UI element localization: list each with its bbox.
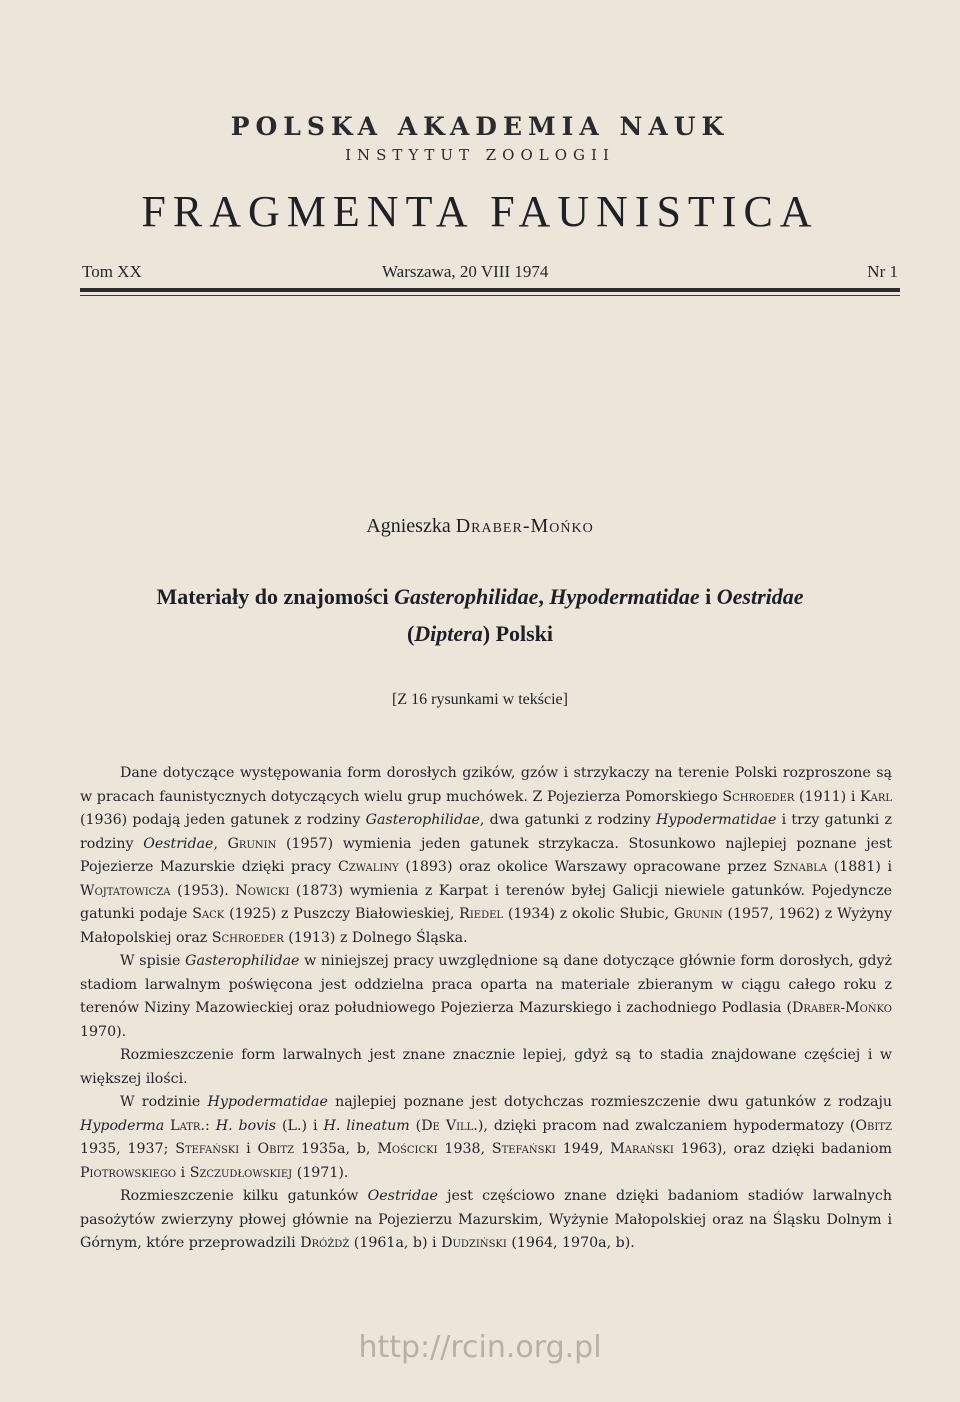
- text-run: W spisie: [120, 953, 181, 969]
- article-title: Materiały do znajomości Gasterophilidae, Hypodermatidae i Oestridae (Diptera) Polski: [156, 584, 804, 646]
- author-citation: Szczudłowskiej: [189, 1164, 293, 1181]
- text-run: (1971).: [296, 1164, 349, 1181]
- author-citation: Nowicki: [235, 882, 290, 899]
- author-last-name: Draber-Mońko: [455, 515, 594, 537]
- taxon-name: Gasterophilidae: [365, 812, 480, 828]
- author-citation: Dróżdż: [300, 1235, 350, 1251]
- author-citation: De Vill.: [421, 1117, 478, 1134]
- text-run: Dane dotyczące występowania form dorosłych gzików, gzów i strzykaczy na terenie Polski rozproszone są w pracach faunistycznych dotyczących wielu grup muchówek. Z Pojezierza Pomorskiego: [80, 765, 892, 805]
- volume-label: Tom XX: [82, 262, 142, 281]
- text-run: (L.) i: [282, 1117, 318, 1134]
- author-citation: Karl: [860, 788, 892, 805]
- author-citation: Czwaliny: [337, 859, 399, 875]
- author-citation: Draber-Mońko: [792, 1000, 892, 1016]
- author-citation: Stefański: [491, 1141, 556, 1157]
- author-citation: Sznabla: [773, 859, 828, 875]
- article-author: [0, 515, 960, 538]
- text-run: (1953).: [177, 882, 229, 899]
- title-taxon: Oestridae: [716, 584, 804, 609]
- author-citation: Marański: [610, 1141, 674, 1157]
- author-citation: Latr.: [170, 1117, 205, 1134]
- text-run: W rodzinie: [120, 1094, 201, 1110]
- author-citation: Dudziński: [441, 1235, 507, 1251]
- title-part: i: [705, 584, 712, 609]
- text-run: (1913) z Dolnego Śląska.: [288, 929, 468, 946]
- text-run: najlepiej poznane jest dotychczas rozmieszczenie dwu gatunków z rodzaju: [335, 1094, 892, 1110]
- taxon-name: Oestridae: [143, 835, 214, 852]
- author-citation: Schroeder: [211, 929, 284, 946]
- text-run: 1935, 1937;: [80, 1141, 169, 1157]
- title-punct: ,: [538, 584, 544, 609]
- text-run: i trzy gatunki z rodziny: [80, 812, 893, 852]
- author-citation: Stefański: [175, 1141, 240, 1157]
- text-run: 1949,: [562, 1141, 604, 1157]
- taxon-name: H. bovis: [215, 1117, 277, 1134]
- author-citation: Mościcki: [377, 1141, 438, 1157]
- author-first-name: Agnieszka: [366, 515, 451, 537]
- taxon-name: Oestridae: [367, 1188, 438, 1204]
- text-run: , dwa gatunki z rodziny: [479, 812, 651, 828]
- paragraph-2: [80, 950, 892, 1044]
- header-rule-thick: [80, 288, 900, 292]
- text-run: :: [204, 1117, 210, 1134]
- taxon-name: Hypodermatidae: [656, 812, 777, 828]
- text-run: (1961a, b) i: [353, 1235, 437, 1251]
- issue-number: Nr 1: [867, 262, 898, 281]
- text-run: (1911) i: [799, 788, 856, 805]
- title-taxon: Hypodermatidae: [549, 584, 700, 609]
- title-part: Materiały do znajomości: [156, 584, 389, 609]
- author-citation: Riedel: [459, 906, 504, 922]
- text-run: (1957) wymienia jeden gatunek strzykacza. Stosunkowo najlepiej poznane jest Pojezierze Mazurskie dzięki pracy: [80, 835, 892, 875]
- taxon-name: Hypodermatidae: [207, 1094, 328, 1110]
- title-part: Polski: [495, 621, 554, 646]
- paragraph-5: [80, 1185, 892, 1256]
- text-run: i: [246, 1141, 251, 1157]
- author-citation: Sack: [192, 906, 225, 922]
- author-citation: Obitz: [257, 1141, 295, 1157]
- article-body: [80, 762, 892, 1256]
- text-run: jest częściowo znane dzięki badaniom stadiów larwalnych pasożytów zwierzyny płowej głównie na Pojezierzu Mazurskim, Wyżynie Małopolskiej oraz na Śląsku Dolnym i Górnym, które przeprowadzili: [80, 1188, 892, 1251]
- figures-note: [Z 16 rysunkami w tekście]: [392, 691, 568, 708]
- author-citation: Grunin: [227, 835, 277, 852]
- title-taxon: Diptera: [414, 621, 483, 646]
- text-run: (: [415, 1117, 422, 1134]
- text-run: (1925) z Puszczy Białowieskiej,: [229, 906, 455, 922]
- taxon-name: Gasterophilidae: [185, 953, 300, 969]
- text-run: Rozmieszczenie kilku gatunków: [120, 1188, 359, 1204]
- header-rule-thin: [80, 295, 900, 296]
- text-run: (1893) oraz okolice Warszawy opracowane przez: [405, 859, 767, 875]
- institute-name: INSTYTUT ZOOLOGII: [345, 146, 615, 164]
- author-citation: Schroeder: [722, 788, 795, 805]
- text-run: (1873) wymienia z Karpat i terenów byłej Galicji niewiele gatunków. Pojedyncze gatunki podaje: [80, 882, 892, 922]
- text-run: (1957, 1962) z Wyżyny Małopolskiej oraz: [80, 906, 893, 946]
- text-run: (1934) z okolic Słubic,: [507, 906, 670, 922]
- source-watermark: http://rcin.org.pl: [358, 1330, 602, 1365]
- text-run: 1938,: [444, 1141, 486, 1157]
- title-taxon: Gasterophilidae: [394, 584, 539, 609]
- academy-name: POLSKA AKADEMIA NAUK: [230, 112, 730, 141]
- author-citation: Obitz: [855, 1117, 892, 1134]
- text-run: w niniejszej pracy uwzględnione są dane dotyczące głównie form dorosłych, gdyż stadiom larwalnym poświęcona jest oddzielna praca oparta na materiale zbieranym w ciągu całego roku z terenów Niziny Mazowieckiej oraz południowego Pojezierza Mazurskiego i zachodniego Podlasia (: [80, 953, 893, 1016]
- text-run: 1935a, b,: [300, 1141, 371, 1157]
- text-run: (1936) podają jeden gatunek z rodziny: [80, 812, 361, 828]
- text-run: (1881) i: [833, 859, 893, 875]
- author-citation: Grunin: [673, 906, 723, 922]
- text-run: 1963), oraz dzięki badaniom: [680, 1141, 892, 1157]
- taxon-name: H. lineatum: [323, 1117, 410, 1134]
- text-run: (1964, 1970a, b).: [511, 1235, 635, 1251]
- author-citation: Piotrowskiego: [80, 1164, 177, 1181]
- place-date: Warszawa, 20 VIII 1974: [382, 262, 549, 281]
- journal-title: FRAGMENTA FAUNISTICA: [141, 187, 819, 236]
- paragraph-1: [80, 762, 892, 950]
- taxon-name: Hypoderma: [80, 1117, 165, 1134]
- text-run: ), dzięki pracom nad zwalczaniem hypodermatozy (: [477, 1117, 856, 1134]
- paragraph-4: [80, 1091, 892, 1185]
- text-run: 1970).: [80, 1023, 127, 1040]
- text-run: ,: [213, 835, 218, 852]
- paragraph-3: Rozmieszczenie form larwalnych jest znane znacznie lepiej, gdyż są to stadia znajdowane częściej i w większej ilości.: [80, 1047, 892, 1087]
- author-citation: Wojtatowicza: [80, 882, 171, 899]
- text-run: i: [180, 1164, 186, 1181]
